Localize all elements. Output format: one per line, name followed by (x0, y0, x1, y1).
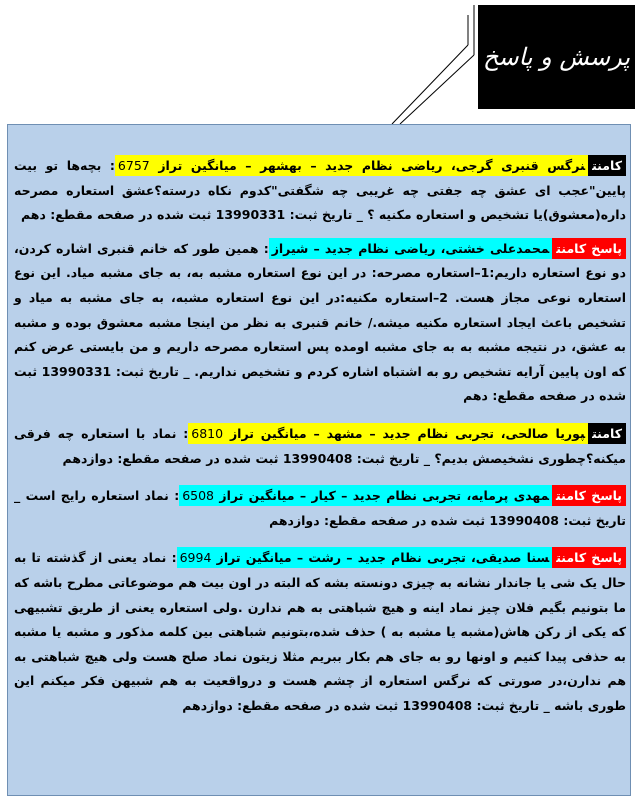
comment-score: 6810 (191, 425, 224, 441)
comment-text: : نماد با استعاره چه فرقی میکنه؟چطوری نشخیصش بدیم؟ _ تاریخ ثبت: 13990408 ثبت شده در صفحه مقطع: دوازدهم (14, 425, 626, 466)
reply-item (14, 546, 626, 718)
reply-badge: پاسخ کامنت (552, 238, 626, 259)
reply-author: مهدی پرمایه، تجربی نظام جدید – کیار – میانگین تراز 6508 (179, 485, 552, 506)
comment-badge: کامنت (588, 423, 626, 444)
comment-author: پوریا صالحی، تجربی نظام جدید – مشهد – میانگین تراز 6810 (188, 423, 588, 444)
reply-text: : نماد استعاره رایج است _ تاریخ ثبت: 13990408 ثبت شده در صفحه مقطع: دوازدهم (14, 488, 626, 528)
comment-text: : بچه‌ها تو بیت پایین"عجب ای عشق چه جفتی چه غریبی چه شگفتی"کدوم نکاه درسته؟عشق استعاره مصرحه داره(معشوق)یا تشخیص و استعاره مکنیه ؟ _ تاریخ ثبت: 13990331 ثبت شده در صفحه مقطع: دهم (14, 158, 626, 223)
comment-item (14, 422, 626, 471)
reply-badge: پاسخ کامنت (552, 547, 626, 568)
comment-score: 6757 (117, 158, 150, 173)
reply-item (14, 237, 626, 409)
comment-author: نرگس قنبری گرجی، ریاضی نظام جدید – بهشهر – میانگین تراز 6757 (115, 155, 588, 176)
decorative-lines (0, 0, 644, 130)
comments-list (14, 154, 626, 731)
reply-text: : همین طور که خانم قنبری اشاره کردن، دو نوع استعاره داریم:1–استعاره مصرحه: در این نوع استعاره مشبه به، به جای مشبه میاد. این نوع استعاره نوعی مجاز هست. 2–استعاره مکنیه:در این نوع استعاره مشبه، به جای مشبه به میاد و تشخیص باعث ایجاد استعاره مکنیه میشه./ خانم قنبری به نظر من اینجا مشبه معشوق بوده و مشبه به عشق، در نتیجه مشبه به به جای مشبه اومده پس استعاره مصرحه داریم و من بایستی عرض کنم که اون پایین آرایه تشخیص رو به اشتباه اشاره کردم و تشخیص نداریم. _ تاریخ ثبت: 13990331 ثبت شده در صفحه مقطع: دهم (14, 240, 626, 404)
reply-text: : نماد یعنی از گذشته تا به حال یک شی یا جاندار نشانه به چیزی دونسته بشه که البته در اون بیت هم موضوعاتی مطرح باشه که ما بتونیم بگیم فلان چیز نماد اینه و هیچ شباهتی به هم ندارن .ولی استعاره یعنی از طریق تشبیهی که یکی از رکن هاش(مشبه یا مشبه به ) حذف شده،بتونیم شباهتی بین کلمه مذکور و مشبه یا مشبه به حذفی پیدا کنیم و اونها رو به جای هم بکار ببریم مثلا زیتون نماد صلح هست ولی هیچ شباهتی به هم ندارن،در صورتی که نرگس استعاره از چشم هست و درواقعیت به هم شبیهن فکر میکنم این طوری باشه _ تاریخ ثبت: 13990408 ثبت شده در صفحه مقطع: دوازدهم (14, 550, 626, 713)
comment-badge: کامنت (588, 155, 626, 176)
comment-item (14, 154, 626, 228)
reply-score: 6994 (179, 550, 212, 566)
reply-author: محمدعلی خشتی، ریاضی نظام جدید – شیراز (269, 238, 553, 259)
reply-item (14, 484, 626, 533)
reply-badge: پاسخ کامنت (552, 485, 626, 506)
reply-author: سنا صدیقی، تجربی نظام جدید – رشت – میانگین تراز 6994 (177, 547, 553, 568)
logo-text: پرسش و پاسخ (482, 43, 631, 71)
reply-score: 6508 (182, 488, 215, 504)
